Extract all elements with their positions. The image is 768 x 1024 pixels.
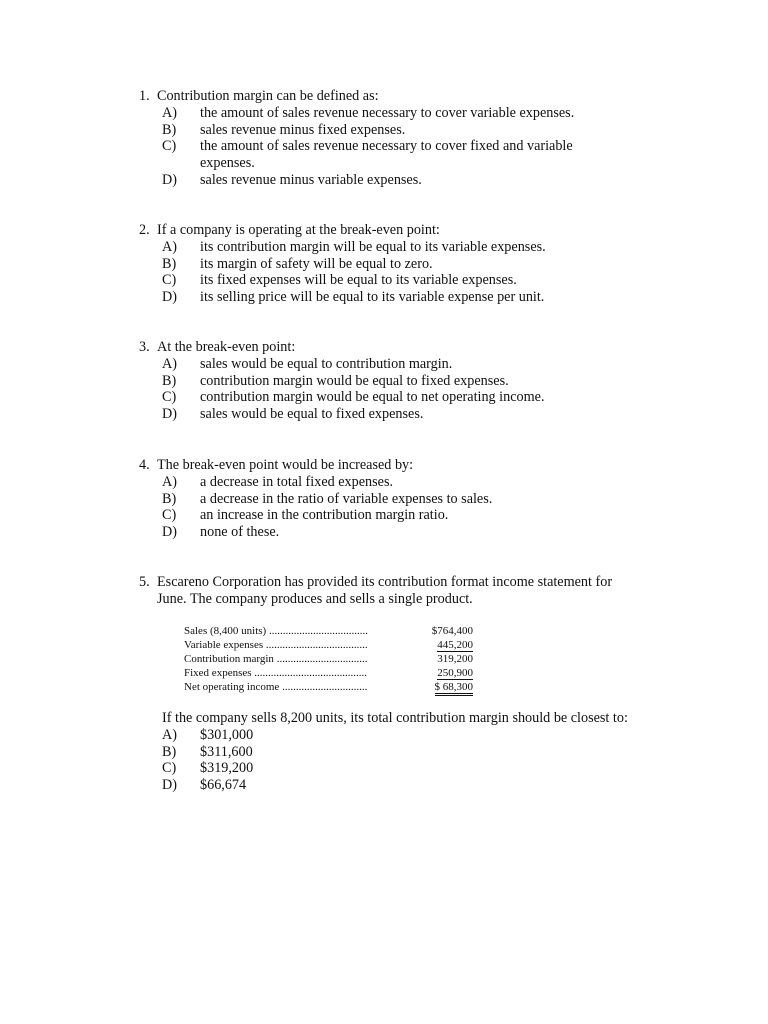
option-letter: C) [162, 389, 177, 406]
question-3 [139, 339, 659, 423]
statement-leader: ................................. [276, 653, 368, 665]
option-c [162, 507, 659, 524]
question-number: 3. [139, 339, 150, 355]
option-d [162, 289, 659, 306]
statement-leader: ..................................... [265, 639, 368, 651]
option-letter: A) [162, 726, 177, 743]
question-number: 5. [139, 574, 150, 590]
option-letter: A) [162, 355, 177, 372]
question-stem [139, 88, 659, 105]
option-text: a decrease in the ratio of variable expenses to sales. [200, 490, 493, 507]
option-letter: C) [162, 138, 177, 155]
statement-row-sales [184, 624, 484, 638]
question-text: The break-even point would be increased by: [157, 457, 414, 473]
option-letter: C) [162, 760, 177, 777]
option-a [162, 356, 659, 373]
question-2 [139, 222, 659, 306]
option-c [162, 272, 659, 289]
option-text: sales revenue minus fixed expenses. [200, 121, 406, 138]
statement-leader: ......................................... [254, 667, 368, 679]
option-a [162, 727, 662, 744]
option-letter: B) [162, 255, 177, 272]
option-c [162, 138, 659, 172]
income-statement [184, 624, 484, 694]
statement-label: Net operating income [184, 681, 280, 693]
option-text: its margin of safety will be equal to zero. [200, 255, 433, 272]
question-5 [139, 574, 659, 608]
option-letter: D) [162, 524, 177, 541]
option-text: contribution margin would be equal to net operating income. [200, 389, 545, 406]
followup-text: If the company sells 8,200 units, its total contribution margin should be closest to: [162, 710, 628, 726]
statement-label: Fixed expenses [184, 667, 252, 679]
option-text: $66,674 [200, 777, 247, 794]
question-stem [139, 339, 659, 356]
option-d [162, 406, 659, 423]
option-letter: B) [162, 372, 177, 389]
question-number: 1. [139, 88, 150, 104]
option-a [162, 239, 659, 256]
option-a [162, 105, 659, 122]
option-c [162, 760, 662, 777]
statement-amount: 445,200 [437, 639, 473, 651]
option-text: the amount of sales revenue necessary to cover variable expenses. [200, 104, 575, 121]
option-letter: A) [162, 473, 177, 490]
option-text: its selling price will be equal to its variable expense per unit. [200, 289, 545, 306]
option-text: sales revenue minus variable expenses. [200, 171, 422, 188]
question-text: Escareno Corporation has provided its contribution format income statement for June. The company produces and sells a single product. [157, 574, 613, 607]
statement-row-fixed-expenses [184, 666, 484, 680]
question-stem [139, 222, 659, 239]
option-b [162, 491, 659, 508]
statement-label: Sales (8,400 units) [184, 625, 267, 637]
option-text: a decrease in total fixed expenses. [200, 473, 394, 490]
question-1 [139, 88, 659, 189]
statement-amount: 319,200 [437, 653, 473, 665]
option-text: $301,000 [200, 726, 254, 743]
option-b [162, 744, 662, 761]
question-text: At the break-even point: [157, 339, 296, 355]
option-text: contribution margin would be equal to fixed expenses. [200, 372, 509, 389]
option-text: its contribution margin will be equal to its variable expenses. [200, 238, 546, 255]
question-stem [139, 457, 659, 474]
option-letter: C) [162, 507, 177, 524]
option-c [162, 389, 659, 406]
statement-amount: $ 68,300 [435, 681, 474, 696]
option-letter: D) [162, 171, 177, 188]
option-text: an increase in the contribution margin ratio. [200, 507, 449, 524]
question-stem [139, 574, 659, 608]
option-a [162, 474, 659, 491]
question-text: If a company is operating at the break-even point: [157, 222, 440, 238]
option-text: none of these. [200, 524, 280, 541]
option-text: its fixed expenses will be equal to its variable expenses. [200, 272, 517, 289]
option-text: the amount of sales revenue necessary to cover fixed and variable expenses. [200, 138, 573, 172]
question-number: 4. [139, 457, 150, 473]
option-letter: B) [162, 490, 177, 507]
option-text: sales would be equal to contribution margin. [200, 355, 453, 372]
statement-leader: ............................... [282, 681, 368, 693]
question-5-followup [162, 710, 662, 794]
option-b [162, 122, 659, 139]
option-letter: B) [162, 121, 177, 138]
option-b [162, 256, 659, 273]
option-letter: D) [162, 406, 177, 423]
option-d [162, 524, 659, 541]
statement-leader: .................................... [268, 625, 368, 637]
option-text: $319,200 [200, 760, 254, 777]
question-text: Contribution margin can be defined as: [157, 88, 379, 104]
option-letter: A) [162, 104, 177, 121]
option-letter: D) [162, 777, 177, 794]
option-text: sales would be equal to fixed expenses. [200, 406, 424, 423]
option-b [162, 373, 659, 390]
option-letter: C) [162, 272, 177, 289]
statement-row-variable-expenses [184, 638, 484, 652]
option-d [162, 777, 662, 794]
option-letter: A) [162, 238, 177, 255]
option-d [162, 172, 659, 189]
statement-amount: $764,400 [431, 625, 473, 637]
option-letter: D) [162, 289, 177, 306]
statement-row-net-operating-income [184, 680, 484, 694]
statement-label: Variable expenses [184, 639, 264, 651]
statement-row-contribution-margin [184, 652, 484, 666]
statement-label: Contribution margin [184, 653, 274, 665]
option-letter: B) [162, 743, 177, 760]
statement-amount: 250,900 [437, 667, 473, 679]
option-text: $311,600 [200, 743, 253, 760]
question-4 [139, 457, 659, 541]
question-number: 2. [139, 222, 150, 238]
